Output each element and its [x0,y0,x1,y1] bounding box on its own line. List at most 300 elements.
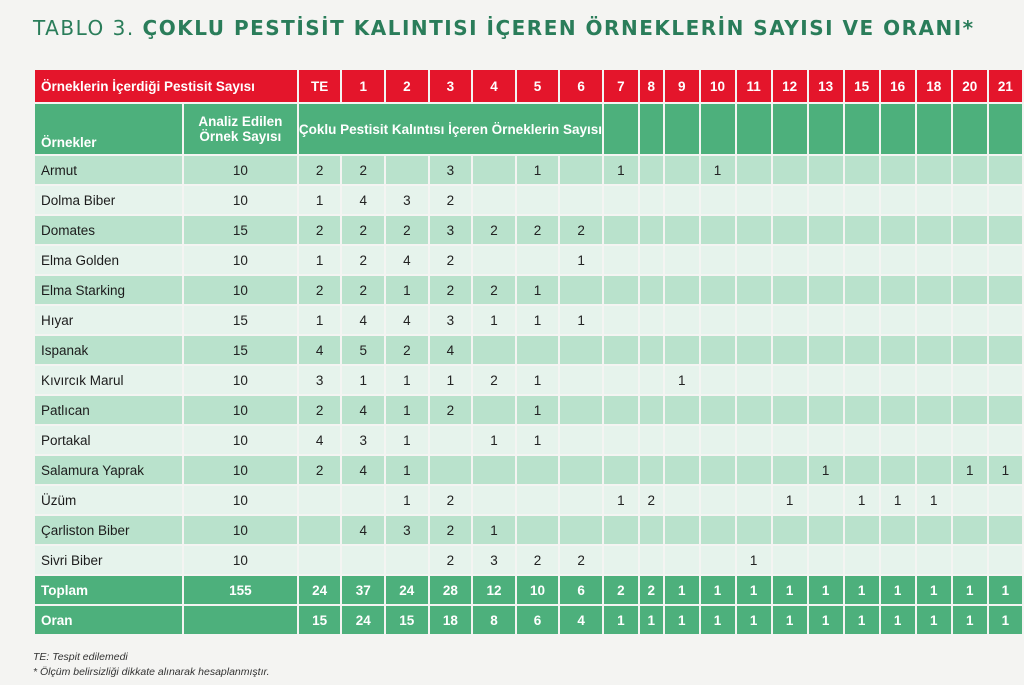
value-cell [809,306,843,334]
table-row [35,156,1022,184]
value-cell: 1 [953,456,987,484]
value-cell [989,336,1022,364]
value-cell [517,516,559,544]
row-label: Elma Starking [35,276,182,304]
analyzed-count-cell: 10 [184,456,297,484]
value-cell: 2 [386,216,428,244]
analyzed-label-line1: Analiz Edilen [198,114,283,129]
value-cell [881,456,915,484]
value-cell [917,456,951,484]
value-cell [517,486,559,514]
value-cell [881,306,915,334]
value-cell [473,186,515,214]
table-row [35,456,1022,484]
column-header: 4 [473,70,515,102]
value-cell [517,246,559,274]
value-cell [640,396,663,424]
value-cell [989,396,1022,424]
value-cell [809,546,843,574]
value-cell: 2 [430,516,472,544]
value-cell: 1 [665,576,699,604]
value-cell: 2 [604,576,638,604]
value-cell [665,306,699,334]
value-cell: 2 [473,276,515,304]
value-cell: 2 [560,216,602,244]
value-cell [560,456,602,484]
te-note: TE: Tespit edilemedi [33,651,128,663]
value-cell [640,546,663,574]
value-cell [604,336,638,364]
table-notes [33,650,270,680]
value-cell [809,216,843,244]
value-cell [665,516,699,544]
value-cell [917,366,951,394]
table-row [35,516,1022,544]
value-cell: 2 [517,216,559,244]
value-cell: 1 [917,576,951,604]
value-cell [737,276,771,304]
value-cell: 2 [342,246,384,274]
value-cell [809,336,843,364]
value-cell [560,396,602,424]
subheader-row [35,104,1022,154]
value-cell [640,246,663,274]
value-cell: 3 [342,426,384,454]
analyzed-count-cell: 10 [184,186,297,214]
value-cell [953,486,987,514]
value-cell: 1 [665,606,699,634]
value-cell [773,246,807,274]
value-cell [665,456,699,484]
value-cell: 1 [473,426,515,454]
value-cell [953,156,987,184]
subheader-cell [773,104,807,154]
value-cell: 1 [473,306,515,334]
value-cell: 1 [517,396,559,424]
value-cell [737,246,771,274]
value-cell [953,546,987,574]
table-title [33,16,975,40]
value-cell [773,516,807,544]
value-cell: 4 [299,336,341,364]
value-cell [640,156,663,184]
analyzed-count-cell: 10 [184,396,297,424]
value-cell [737,396,771,424]
value-cell [560,516,602,544]
value-cell: 4 [299,426,341,454]
value-cell: 1 [517,156,559,184]
value-cell [473,336,515,364]
value-cell: 2 [517,546,559,574]
value-cell [604,306,638,334]
table-row [35,216,1022,244]
value-cell: 1 [386,366,428,394]
value-cell [665,546,699,574]
column-header: 11 [737,70,771,102]
column-header: 6 [560,70,602,102]
column-header: 5 [517,70,559,102]
value-cell [517,336,559,364]
row-label: Oran [35,606,182,634]
value-cell: 4 [342,456,384,484]
value-cell [773,156,807,184]
value-cell [386,546,428,574]
row-label: Armut [35,156,182,184]
value-cell [701,546,735,574]
value-cell: 1 [773,606,807,634]
value-cell [881,366,915,394]
value-cell: 1 [737,606,771,634]
value-cell [665,276,699,304]
value-cell [640,336,663,364]
analyzed-count-cell: 10 [184,276,297,304]
value-cell [701,396,735,424]
value-cell: 4 [560,606,602,634]
subheader-cell [640,104,663,154]
value-cell [881,246,915,274]
value-cell: 1 [517,426,559,454]
value-cell [989,366,1022,394]
subheader-cell [665,104,699,154]
value-cell [989,216,1022,244]
analyzed-count-cell [184,606,297,634]
value-cell: 3 [299,366,341,394]
row-label: Hıyar [35,306,182,334]
value-cell: 1 [737,546,771,574]
value-cell [701,306,735,334]
column-header: 1 [342,70,384,102]
value-cell: 15 [386,606,428,634]
value-cell [881,156,915,184]
value-cell: 4 [430,336,472,364]
value-cell: 2 [430,186,472,214]
value-cell: 2 [430,546,472,574]
row-label: Dolma Biber [35,186,182,214]
value-cell: 10 [517,576,559,604]
value-cell [640,366,663,394]
value-cell: 1 [386,276,428,304]
value-cell: 4 [386,306,428,334]
total-row [35,576,1022,604]
value-cell: 4 [342,396,384,424]
value-cell: 2 [342,276,384,304]
multi-residue-span-label: Çoklu Pestisit Kalıntısı İçeren Örneklerin Sayısı [299,104,602,154]
table-title-text: ÇOKLU PESTİSİT KALINTISI İÇEREN ÖRNEKLERİN SAYISI VE ORANI* [142,16,975,40]
value-cell: 1 [517,366,559,394]
value-cell [881,396,915,424]
value-cell: 1 [989,576,1022,604]
value-cell [560,276,602,304]
value-cell [773,186,807,214]
value-cell: 1 [809,456,843,484]
value-cell [773,216,807,244]
value-cell [773,336,807,364]
value-cell [773,396,807,424]
value-cell [809,426,843,454]
value-cell: 2 [560,546,602,574]
value-cell [845,516,879,544]
subheader-cell [809,104,843,154]
value-cell: 1 [386,486,428,514]
analyzed-count-cell: 10 [184,366,297,394]
row-label: Ispanak [35,336,182,364]
analyzed-count-cell: 10 [184,426,297,454]
subheader-cell [737,104,771,154]
value-cell: 2 [386,336,428,364]
value-cell: 2 [473,216,515,244]
value-cell: 1 [299,246,341,274]
value-cell [809,276,843,304]
value-cell [989,546,1022,574]
value-cell: 28 [430,576,472,604]
value-cell [809,246,843,274]
table-row [35,246,1022,274]
samples-label: Örnekler [35,104,182,154]
column-header: 7 [604,70,638,102]
value-cell [640,516,663,544]
value-cell [917,156,951,184]
value-cell [953,426,987,454]
value-cell [665,186,699,214]
value-cell [953,396,987,424]
value-cell: 1 [299,186,341,214]
value-cell [917,336,951,364]
column-header: 10 [701,70,735,102]
value-cell: 1 [845,486,879,514]
value-cell: 4 [342,186,384,214]
value-cell [473,396,515,424]
value-cell [773,546,807,574]
value-cell [989,246,1022,274]
value-cell: 1 [953,576,987,604]
value-cell [809,516,843,544]
value-cell: 2 [430,276,472,304]
value-cell [604,396,638,424]
column-header: 12 [773,70,807,102]
value-cell: 1 [430,366,472,394]
value-cell [845,396,879,424]
value-cell [881,426,915,454]
pesticide-count-header-row [35,70,1022,102]
table-row [35,396,1022,424]
value-cell [604,366,638,394]
value-cell [773,276,807,304]
value-cell [473,246,515,274]
value-cell: 1 [989,606,1022,634]
value-cell: 1 [517,306,559,334]
table-row [35,486,1022,514]
value-cell [737,156,771,184]
value-cell [604,426,638,454]
value-cell [640,276,663,304]
value-cell [737,426,771,454]
total-row [35,606,1022,634]
value-cell: 2 [473,366,515,394]
analyzed-label-line2: Örnek Sayısı [199,129,282,144]
value-cell [665,336,699,364]
value-cell: 24 [299,576,341,604]
value-cell [881,216,915,244]
value-cell [701,486,735,514]
analyzed-count-cell: 10 [184,156,297,184]
value-cell [953,186,987,214]
value-cell: 3 [430,156,472,184]
value-cell: 1 [665,366,699,394]
column-header: 8 [640,70,663,102]
value-cell [845,186,879,214]
value-cell: 2 [342,156,384,184]
value-cell [989,486,1022,514]
value-cell: 1 [473,516,515,544]
value-cell [737,516,771,544]
column-header: 9 [665,70,699,102]
row-label: Toplam [35,576,182,604]
value-cell [430,456,472,484]
value-cell: 1 [604,606,638,634]
value-cell [560,336,602,364]
value-cell [604,186,638,214]
value-cell [881,546,915,574]
analyzed-count-cell: 155 [184,576,297,604]
value-cell: 1 [386,426,428,454]
row-label: Portakal [35,426,182,454]
value-cell [845,216,879,244]
value-cell [701,366,735,394]
value-cell: 18 [430,606,472,634]
subheader-cell [604,104,638,154]
value-cell [881,276,915,304]
value-cell: 2 [430,486,472,514]
value-cell: 1 [845,606,879,634]
analyzed-count-header [184,104,297,154]
value-cell [989,306,1022,334]
value-cell: 12 [473,576,515,604]
column-header: 3 [430,70,472,102]
value-cell [701,276,735,304]
analyzed-count-cell: 15 [184,336,297,364]
value-cell [701,216,735,244]
value-cell [430,426,472,454]
value-cell [517,456,559,484]
value-cell [917,306,951,334]
value-cell [604,276,638,304]
value-cell [701,186,735,214]
value-cell: 1 [342,366,384,394]
value-cell: 1 [560,246,602,274]
value-cell [845,456,879,484]
table-row [35,366,1022,394]
value-cell [640,216,663,244]
value-cell [560,426,602,454]
value-cell [881,186,915,214]
value-cell: 1 [953,606,987,634]
row-label: Kıvırcık Marul [35,366,182,394]
value-cell [773,456,807,484]
pesticide-table [33,68,1024,636]
value-cell [604,516,638,544]
subheader-cell [845,104,879,154]
value-cell [299,486,341,514]
value-cell [665,486,699,514]
value-cell [386,156,428,184]
value-cell [701,516,735,544]
value-cell [953,366,987,394]
value-cell: 4 [342,516,384,544]
table-body [35,156,1022,634]
value-cell [701,426,735,454]
value-cell [845,426,879,454]
value-cell: 1 [640,606,663,634]
column-header: 21 [989,70,1022,102]
value-cell [473,456,515,484]
value-cell: 37 [342,576,384,604]
value-cell [473,156,515,184]
analyzed-count-cell: 15 [184,306,297,334]
analyzed-count-cell: 10 [184,486,297,514]
value-cell [701,336,735,364]
value-cell: 2 [299,396,341,424]
value-cell [881,336,915,364]
value-cell: 1 [881,486,915,514]
value-cell: 3 [430,306,472,334]
value-cell: 1 [773,486,807,514]
value-cell [604,546,638,574]
value-cell: 1 [917,486,951,514]
row-label: Üzüm [35,486,182,514]
value-cell: 1 [989,456,1022,484]
value-cell: 3 [473,546,515,574]
column-header: 20 [953,70,987,102]
value-cell [604,456,638,484]
value-cell [917,186,951,214]
footnote: * Ölçüm belirsizliği dikkate alınarak hesaplanmıştır. [33,666,270,678]
value-cell [845,336,879,364]
value-cell: 1 [604,156,638,184]
value-cell: 1 [917,606,951,634]
table-row [35,186,1022,214]
value-cell: 24 [386,576,428,604]
value-cell: 2 [299,216,341,244]
value-cell [917,246,951,274]
value-cell: 1 [604,486,638,514]
value-cell [989,426,1022,454]
value-cell: 1 [386,396,428,424]
value-cell [342,486,384,514]
value-cell [953,306,987,334]
table-row [35,336,1022,364]
value-cell: 4 [342,306,384,334]
value-cell [917,516,951,544]
value-cell [737,366,771,394]
value-cell [989,516,1022,544]
value-cell [737,486,771,514]
table-number: TABLO 3. [33,16,135,40]
value-cell: 2 [640,486,663,514]
value-cell [845,246,879,274]
value-cell: 2 [299,156,341,184]
value-cell [917,216,951,244]
subheader-cell [881,104,915,154]
value-cell [560,186,602,214]
value-cell: 1 [881,576,915,604]
value-cell: 5 [342,336,384,364]
value-cell: 1 [701,156,735,184]
value-cell [737,456,771,484]
value-cell [953,276,987,304]
value-cell [737,336,771,364]
value-cell: 1 [809,576,843,604]
value-cell: 1 [517,276,559,304]
